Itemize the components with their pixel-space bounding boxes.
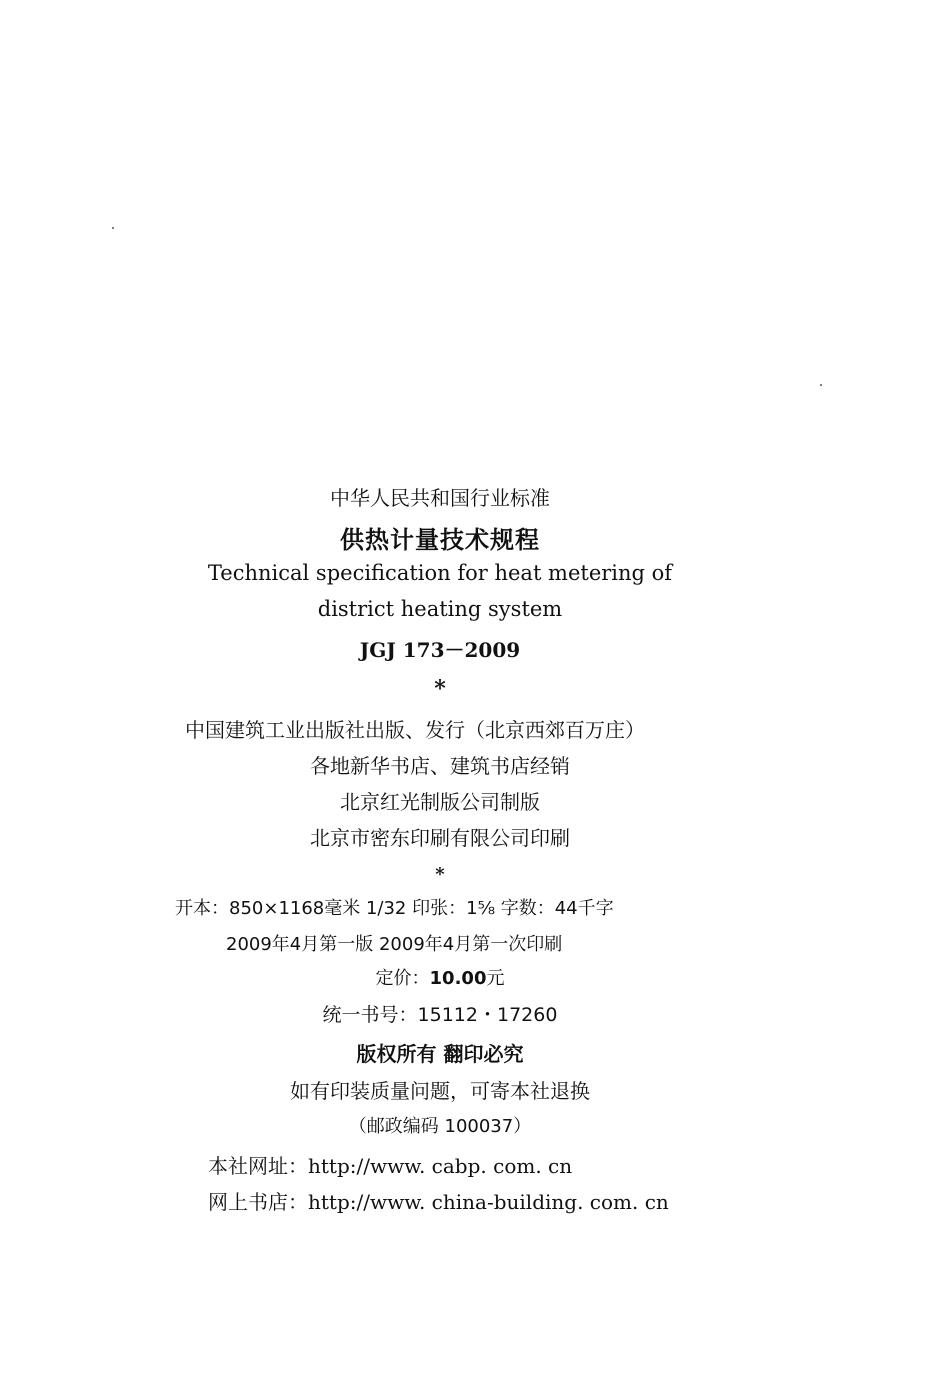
standard-code: JGJ 173－2009 (359, 638, 521, 662)
postal-code: （邮政编码 100037） (348, 1116, 532, 1137)
format-specs: 开本：850×1168毫米 1/32 印张：1⅝ 字数：44千字 (175, 898, 614, 919)
title-english-line2: district heating system (317, 597, 563, 621)
isbn: 统一书号：15112・17260 (322, 1004, 558, 1026)
price-unit: 元 (486, 968, 505, 989)
standard-series: 中华人民共和国行业标准 (330, 486, 550, 510)
plate-maker-line: 北京红光制版公司制版 (340, 790, 540, 814)
online-bookstore (208, 1186, 669, 1215)
distributor-line: 各地新华书店、建筑书店经销 (310, 754, 570, 778)
edition-info: 2009年4月第一版 2009年4月第一次印刷 (226, 934, 563, 955)
separator: * (434, 676, 446, 702)
copyright-notice: 版权所有 翻印必究 (356, 1042, 524, 1066)
bookstore-url[interactable]: http://www. china-building. com. cn (308, 1190, 669, 1214)
title-english-line1: Technical specification for heat metering of (207, 561, 673, 585)
printer-line: 北京市密东印刷有限公司印刷 (310, 826, 570, 850)
website-label: 本社网址： (208, 1154, 308, 1178)
scan-speck (112, 227, 114, 229)
price-value: 10.00 (429, 968, 487, 989)
publisher-website (208, 1150, 572, 1179)
return-notice: 如有印装质量问题，可寄本社退换 (290, 1079, 590, 1103)
price (0, 964, 880, 990)
title-chinese: 供热计量技术规程 (340, 526, 540, 554)
scan-speck (820, 384, 822, 386)
publisher-line: 中国建筑工业出版社出版、发行（北京西郊百万庄） (185, 718, 645, 742)
website-url[interactable]: http://www. cabp. com. cn (308, 1154, 573, 1178)
separator: * (435, 864, 445, 885)
bookstore-label: 网上书店： (208, 1190, 308, 1214)
price-label: 定价： (375, 968, 430, 989)
